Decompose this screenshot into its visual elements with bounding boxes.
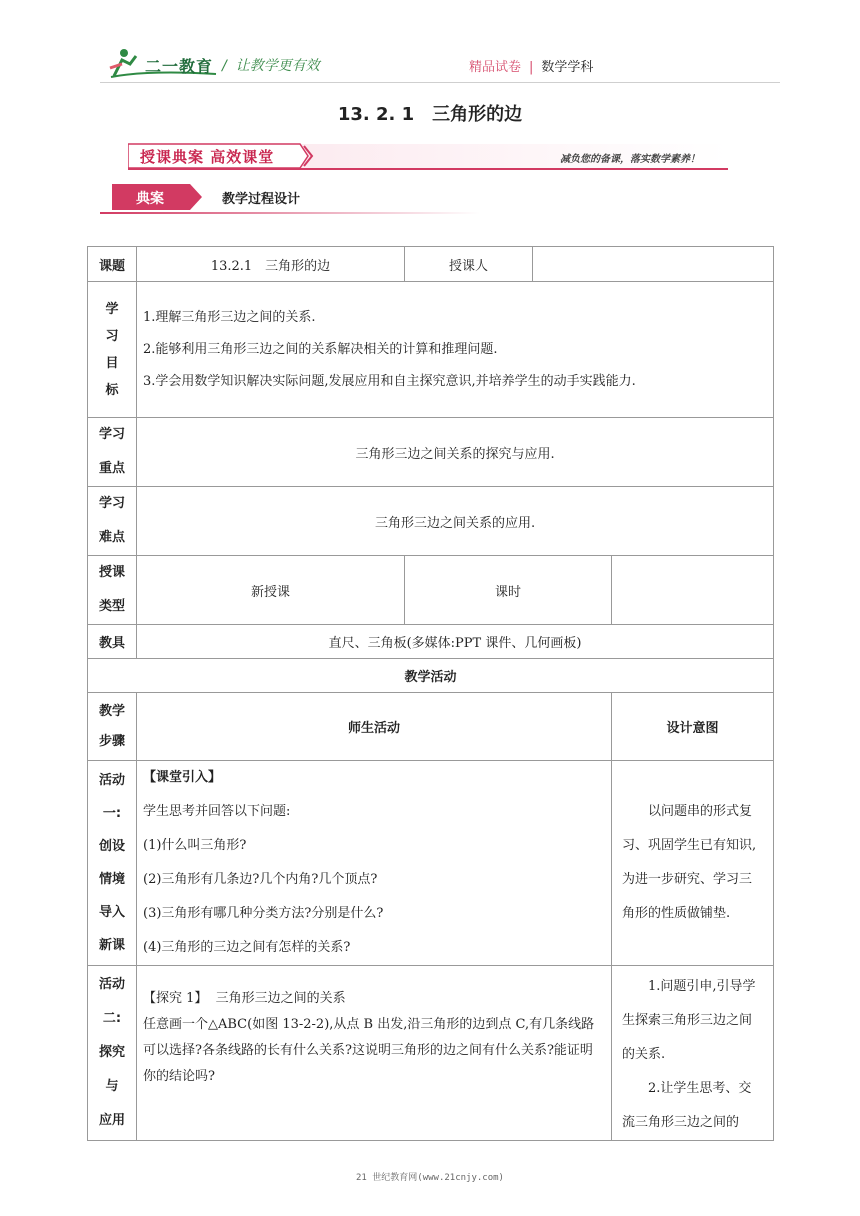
banner-right-text: 减负您的备课，落实数学素养！	[560, 154, 700, 165]
list-item: (4)三角形的三边之间有怎样的关系?	[143, 940, 351, 955]
goals-content	[137, 282, 774, 418]
table-row	[88, 966, 774, 1141]
table-row	[88, 282, 774, 418]
key-point-value: 三角形三边之间关系的探究与应用.	[137, 418, 774, 487]
page-footer: 21 世纪教育网(www.21cnjy.com)	[356, 1173, 504, 1183]
banner-left-text: 授课典案 高效课堂	[140, 148, 275, 166]
page-title: 13. 2. 1 三角形的边	[337, 104, 523, 125]
brand-slogan: / 让教学更有效	[222, 58, 320, 74]
key-point-label: 学习 重点	[88, 418, 137, 487]
activity2-content	[137, 966, 612, 1141]
hours-value	[612, 556, 774, 625]
lesson-type-value: 新授课	[137, 556, 405, 625]
table-row	[88, 556, 774, 625]
hours-label: 课时	[405, 556, 612, 625]
lesson-type-label: 授课 类型	[88, 556, 137, 625]
lesson-plan-table	[87, 246, 774, 1141]
goal-item: 2.能够利用三角形三边之间的关系解决相关的计算和推理问题.	[143, 341, 498, 357]
activities-header: 教学活动	[88, 659, 774, 693]
section-tag: 典案	[136, 191, 164, 207]
table-row	[88, 625, 774, 659]
section-label: 教学过程设计	[222, 192, 301, 207]
topic-value: 13.2.1 三角形的边	[137, 247, 405, 282]
brand-name: 二一教育	[145, 57, 214, 76]
list-item: (2)三角形有几条边?几个内角?几个顶点?	[143, 872, 378, 887]
activity2-heading-line	[143, 986, 605, 1012]
table-row	[88, 487, 774, 556]
activity2-heading-text: 三角形三边之间的关系	[215, 991, 346, 1006]
teacher-value	[533, 247, 774, 282]
activity1-content	[137, 761, 612, 966]
activity2-design-1: 1.问题引申,引导学生探索三角形三边之间的关系.	[622, 979, 756, 1062]
section-underline	[100, 212, 480, 214]
activity1-heading: 【课堂引入】	[143, 770, 222, 785]
activity2-body: 任意画一个△ABC(如图 13-2-2),从点 B 出发,沿三角形的边到点 C,有几条线路可以选择?各条线路的长有什么关系?这说明三角形的边之间有什么关系?能证明你的结论吗?	[143, 1017, 595, 1084]
activity2-design	[612, 966, 774, 1141]
activity2-step: 活动 二: 探究 与 应用	[88, 966, 137, 1141]
goals-label: 学 习 目 标	[88, 282, 137, 418]
header-right	[469, 56, 593, 75]
header-divider	[100, 82, 780, 83]
difficulty-value: 三角形三边之间关系的应用.	[137, 487, 774, 556]
activity2-design-2: 2.让学生思考、交流三角形三边之间的	[622, 1081, 752, 1130]
topic-label: 课题	[88, 247, 137, 282]
table-row	[88, 659, 774, 693]
activity2-heading: 【探究 1】	[143, 991, 208, 1006]
activity-column-header: 师生活动	[137, 693, 612, 761]
table-row	[88, 693, 774, 761]
activity1-design: 以问题串的形式复习、巩固学生已有知识,为进一步研究、学习三角形的性质做铺垫.	[612, 761, 774, 966]
list-item: (3)三角形有哪几种分类方法?分别是什么?	[143, 906, 384, 921]
table-row	[88, 418, 774, 487]
design-column-header: 设计意图	[612, 693, 774, 761]
tools-label: 教具	[88, 625, 137, 659]
table-row	[88, 761, 774, 966]
difficulty-label: 学习 难点	[88, 487, 137, 556]
list-item: (1)什么叫三角形?	[143, 838, 247, 853]
table-row	[88, 247, 774, 282]
goal-item: 1.理解三角形三边之间的关系.	[143, 309, 316, 325]
tools-value: 直尺、三角板(多媒体:PPT 课件、几何画板)	[137, 625, 774, 659]
goal-item: 3.学会用数学知识解决实际问题,发展应用和自主探究意识,并培养学生的动手实践能力.	[143, 373, 636, 389]
list-item: 学生思考并回答以下问题:	[143, 804, 291, 819]
teacher-label: 授课人	[405, 247, 533, 282]
header-separator: |	[529, 60, 534, 75]
subject-label: 数学学科	[541, 60, 594, 75]
step-column-header: 教学 步骤	[88, 693, 137, 761]
activity1-step: 活动 一: 创设 情境 导入 新课	[88, 761, 137, 966]
exam-label: 精品试卷	[469, 60, 522, 75]
